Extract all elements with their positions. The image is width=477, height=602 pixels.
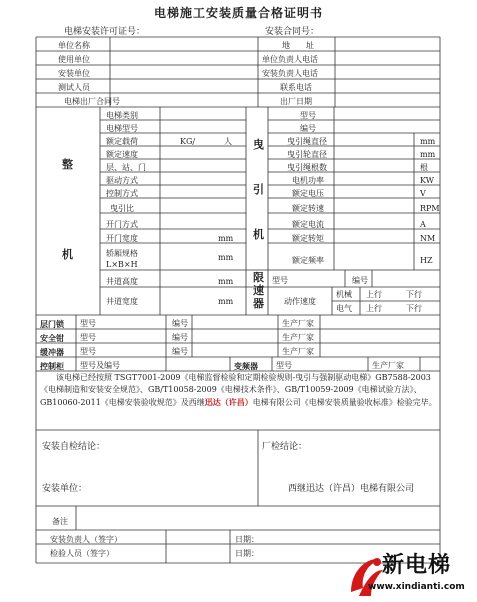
controller-model: 型号及编号 (80, 361, 120, 370)
rated-voltage: 额定电压 (292, 189, 324, 198)
section-speed-2: 速 (253, 284, 264, 297)
install-phone-label: 安装负责人电话 (262, 69, 318, 78)
section-traction-2: 引 (253, 183, 264, 196)
factory-date-label: 出厂日期 (280, 97, 312, 106)
traction-model: 型号 (300, 111, 316, 120)
unit-frequency: HZ (420, 256, 433, 265)
install-leader-sign: 安装负责人（签字） (50, 535, 122, 544)
part-door-lock: 层门锁 (40, 319, 64, 329)
unit-mm-door: mm (218, 234, 234, 243)
unit-voltage: V (420, 189, 426, 198)
safety-gear-number: 编号 (172, 333, 188, 342)
part-buffer: 缓冲器 (40, 347, 64, 357)
rated-torque: 额定转矩 (292, 234, 324, 243)
watermark-logo-url: www.xindianti.com (368, 582, 465, 592)
license-number-label: 电梯安装许可证号： (64, 27, 146, 37)
statement-part-a: 该电梯已经按照 TSGT7001-2009《电梯监督检验和定期检验规则-曳引与强制驱动电梯》GB7588-2003《电梯制造和安装安全规范》、GB/T10058-2009《电梯技术条件》、GB/T10059-2009《电梯试验方法》、GB10060-2011《电梯安装验收规范》及西继 (40, 373, 431, 407)
unit-mm-car: mm (218, 253, 234, 262)
unit-torque: NM (420, 234, 436, 243)
item-control-mode: 控制方式 (106, 189, 138, 198)
unit-power: KW (420, 176, 434, 185)
item-door-width: 开门宽度 (106, 234, 138, 243)
governor-number: 编号 (352, 276, 368, 285)
rated-frequency: 额定频率 (292, 256, 324, 265)
note-label: 备注 (52, 517, 68, 526)
section-traction-3: 机 (253, 228, 264, 241)
inverter-model: 型号 (276, 361, 292, 370)
unit-mm-height: mm (218, 277, 234, 286)
item-elevator-type: 电梯类别 (106, 111, 138, 120)
contract-number-label: 安装合同号： (265, 27, 320, 37)
tester-label: 测试人员 (58, 83, 90, 92)
traction-rope-dia: 曳引绳直径 (287, 137, 327, 146)
section-speed-1: 限 (253, 271, 264, 284)
inverter-maker: 生产厂家 (372, 361, 404, 370)
traction-sheave-dia: 曳引轮直径 (287, 150, 327, 159)
item-traction-ratio: 曳引比 (110, 204, 134, 213)
governor-up-mech: 上行 (366, 290, 382, 299)
governor-mech: 机械 (336, 290, 352, 299)
governor-down-elec: 下行 (406, 304, 422, 313)
inspector-sign: 检验人员（签字） (50, 549, 114, 558)
governor-action-speed: 动作速度 (284, 297, 316, 306)
section-whole-1: 整 (62, 158, 73, 171)
unit-sheave-dia: mm (420, 150, 436, 159)
motor-power: 电机功率 (292, 176, 324, 185)
item-shaft-height: 井道高度 (106, 277, 138, 286)
rated-rpm: 额定转速 (292, 204, 324, 213)
safety-gear-maker: 生产厂家 (282, 333, 314, 342)
self-check-label: 安装自检结论： (42, 442, 106, 452)
part-inverter: 变频器 (234, 361, 258, 371)
governor-up-elec: 上行 (366, 304, 382, 313)
item-rated-speed: 额定速度 (106, 150, 138, 159)
unit-current: A (420, 220, 426, 229)
buffer-maker: 生产厂家 (282, 347, 314, 356)
door-lock-model: 型号 (80, 319, 96, 328)
governor-elec: 电气 (336, 304, 352, 313)
inspection-statement (40, 372, 440, 409)
statement-part-b: 电梯有限公司《电梯安装质量验收标准》检验完毕。 (252, 398, 437, 407)
install-unit-label: 安装单位 (58, 69, 90, 78)
unit-rope-dia: mm (420, 137, 436, 146)
part-safety-gear: 安全钳 (40, 333, 64, 343)
user-unit-label: 使用单位 (58, 55, 90, 64)
unit-phone-label: 单位负责人电话 (262, 55, 318, 64)
governor-model: 型号 (272, 276, 288, 285)
item-car-size: 轿厢规格 L×B×H (106, 249, 138, 269)
door-lock-number: 编号 (172, 319, 188, 328)
item-floors: 层、站、门 (106, 163, 146, 172)
contact-phone-label: 联系电话 (280, 83, 312, 92)
inspector-date: 日期： (235, 549, 259, 558)
watermark-logo-text: 新电梯 (382, 553, 452, 578)
unit-rpm: RPM (420, 204, 440, 213)
buffer-model: 型号 (80, 347, 96, 356)
part-controller: 控制柜 (40, 361, 64, 371)
traction-number: 编号 (300, 124, 316, 133)
document-title: 电梯施工安装质量合格证明书 (153, 6, 323, 20)
buffer-number: 编号 (172, 347, 188, 356)
company-name: 西继迅达（许昌）电梯有限公司 (288, 484, 415, 494)
item-door-mode: 开门方式 (106, 220, 138, 229)
item-drive-mode: 驱动方式 (106, 176, 138, 185)
section-speed-3: 器 (253, 297, 264, 310)
statement-highlight: 迅达（许昌） (204, 397, 253, 407)
traction-rope-count: 曳引绳根数 (287, 163, 327, 172)
section-traction-1: 曳 (253, 138, 264, 151)
unit-person: 人 (224, 137, 232, 146)
rated-current: 额定电流 (292, 220, 324, 229)
door-lock-maker: 生产厂家 (282, 319, 314, 328)
install-unit-sign-label: 安装单位： (42, 484, 88, 494)
item-shaft-width: 井道宽度 (106, 297, 138, 306)
item-elevator-model: 电梯型号 (106, 124, 138, 133)
unit-rope-count: 根 (420, 163, 428, 172)
factory-contract-label: 电梯出厂合同号 (64, 97, 120, 106)
item-rated-load: 额定载荷 (106, 137, 138, 146)
governor-down-mech: 下行 (406, 290, 422, 299)
unit-kg: KG/ (180, 137, 196, 146)
install-leader-date: 日期： (235, 535, 259, 544)
factory-check-label: 厂检结论： (262, 442, 308, 452)
address-label: 地 址 (282, 41, 314, 50)
unit-name-label: 单位名称 (58, 41, 90, 50)
safety-gear-model: 型号 (80, 333, 96, 342)
section-whole-2: 机 (62, 248, 73, 261)
unit-mm-width: mm (218, 297, 234, 306)
